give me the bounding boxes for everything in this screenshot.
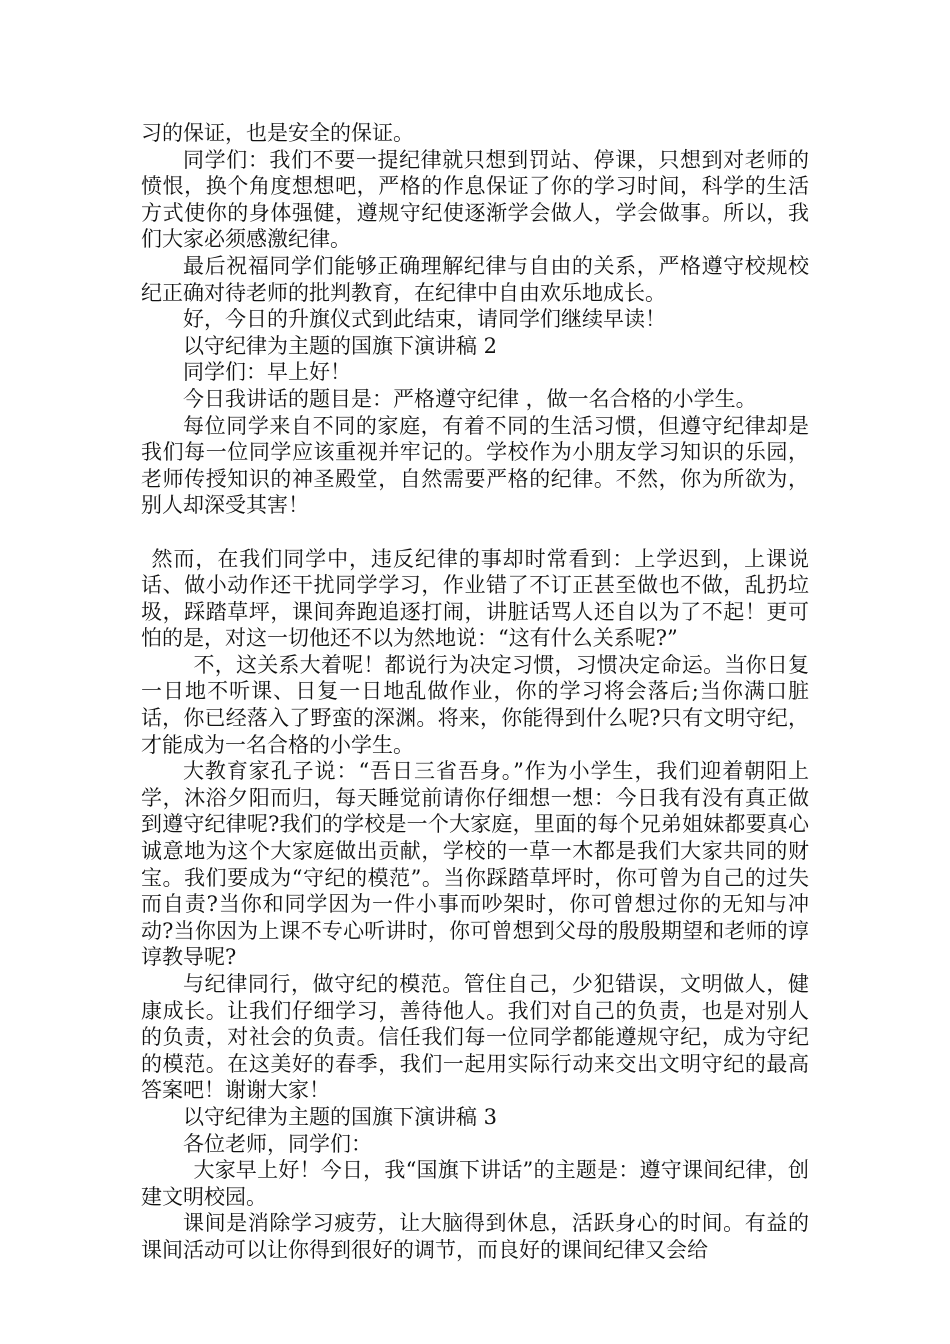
document-body — [141, 120, 809, 1264]
greeting: 同学们：早上好！ — [183, 360, 351, 385]
paragraph: 同学们：我们不要一提纪律就只想到罚站、停课，只想到对老师的愤恨，换个角度想想吧，严格的作息保证了你的学习时间，科学的生活方式使你的身体强健，遵规守纪使逐渐学会做人，学会做事。所以，我们大家必须感激纪律。 — [141, 147, 809, 252]
paragraph: 最后祝福同学们能够正确理解纪律与自由的关系，严格遵守校规校纪正确对待老师的批判教育，在纪律中自由欢乐地成长。 — [141, 253, 809, 305]
section-heading: 以守纪律为主题的国旗下演讲稿 3 — [183, 1104, 498, 1129]
paragraph: 然而，在我们同学中，违反纪律的事却时常看到：上学迟到，上课说话、做小动作还干扰同学学习，作业错了不订正甚至做也不做，乱扔垃圾，踩踏草坪，课间奔跑追逐打闹，讲脏话骂人还自以为了不起！更可怕的是，对这一切他还不以为然地说：“这有什么关系呢?” — [141, 546, 809, 651]
paragraph: 与纪律同行，做守纪的模范。管住自己，少犯错误，文明做人，健康成长。让我们仔细学习，善待他人。我们对自己的负责，也是对别人的负责，对社会的负责。信任我们每一位同学都能遵规守纪，成为守纪的模范。在这美好的春季，我们一起用实际行动来交出文明守纪的最高答案吧！谢谢大家！ — [141, 972, 809, 1103]
greeting: 各位老师，同学们： — [183, 1131, 372, 1156]
paragraph: 好，今日的升旗仪式到此结束，请同学们继续早读！ — [183, 307, 666, 332]
section-heading: 以守纪律为主题的国旗下演讲稿 2 — [183, 333, 498, 358]
paragraph: 大教育家孔子说：“吾日三省吾身。”作为小学生，我们迎着朝阳上学，沐浴夕阳而归，每天睡觉前请你仔细想一想：今日我有没有真正做到遵守纪律呢?我们的学校是一个大家庭，里面的每个兄弟姐妹都要真心诚意地为这个大家庭做出贡献，学校的一草一木都是我们大家共同的财宝。我们要成为“守纪的模范”。当你踩踏草坪时，你可曾为自己的过失而自责?当你和同学因为一件小事而吵架时，你可曾想过你的无知与冲动?当你因为上课不专心听讲时，你可曾想到父母的殷殷期望和老师的谆谆教导呢? — [141, 759, 809, 970]
paragraph: 今日我讲话的题目是：严格遵守纪律 ，做一名合格的小学生。 — [183, 386, 757, 411]
paragraph: 每位同学来自不同的家庭，有着不同的生活习惯，但遵守纪律却是我们每一位同学应该重视并牢记的。学校作为小朋友学习知识的乐园，老师传授知识的神圣殿堂，自然需要严格的纪律。不然，你为所欲为，别人却深受其害！ — [141, 413, 809, 518]
paragraph: 课间是消除学习疲劳，让大脑得到休息，活跃身心的时间。有益的课间活动可以让你得到很好的调节，而良好的课间纪律又会给 — [141, 1211, 809, 1262]
paragraph-continuation: 习的保证，也是安全的保证。 — [141, 121, 414, 145]
paragraph: 不，这关系大着呢！都说行为决定习惯，习惯决定命运。当你日复一日地不听课、日复一日地乱做作业，你的学习将会落后;当你满口脏话，你已经落入了野蛮的深渊。将来，你能得到什么呢?只有文明守纪，才能成为一名合格的小学生。 — [141, 652, 809, 757]
paragraph: 大家早上好！今日，我“国旗下讲话”的主题是：遵守课间纪律，创建文明校园。 — [141, 1158, 809, 1209]
